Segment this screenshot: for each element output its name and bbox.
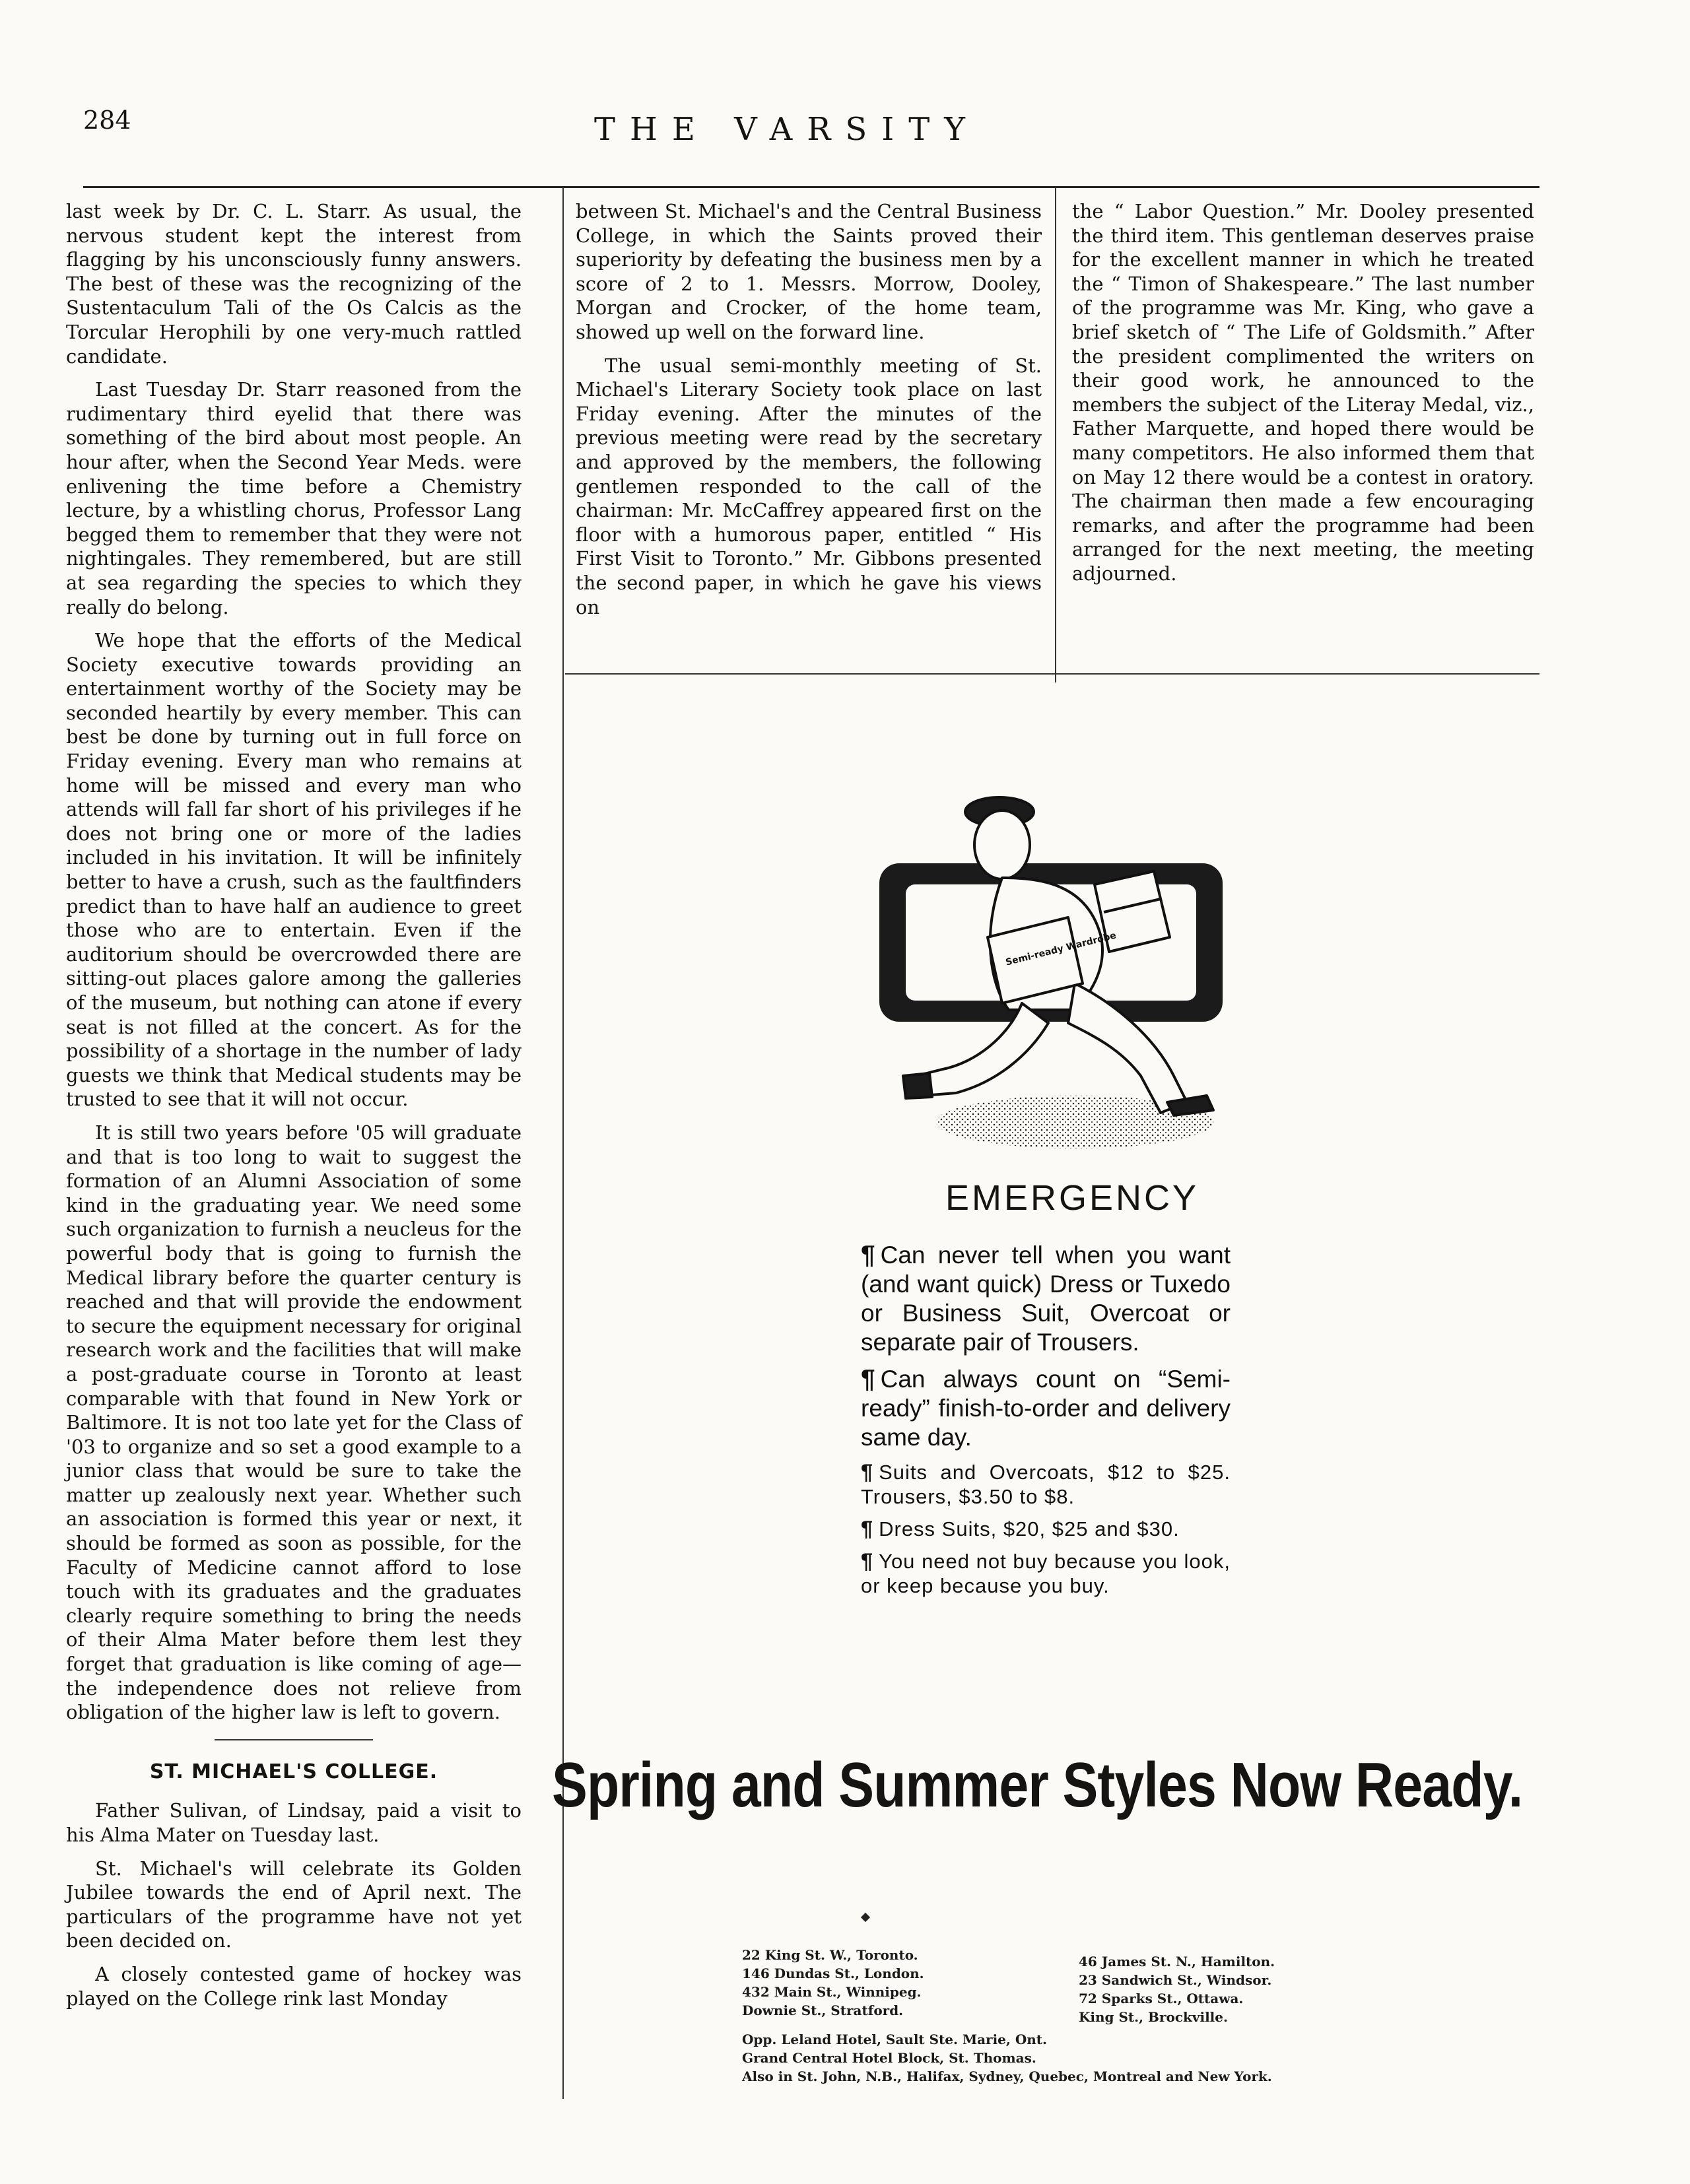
article-column-3 [1072, 199, 1534, 595]
pilcrow-icon: ¶ [861, 1365, 875, 1393]
address-line: Opp. Leland Hotel, Sault Ste. Marie, Ont. [742, 2032, 1047, 2047]
section-heading: ST. MICHAEL'S COLLEGE. [149, 1760, 438, 1783]
address-line: Also in St. John, N.B., Halifax, Sydney, Quebec, Montreal and New York. [742, 2068, 1272, 2084]
ad-heading: EMERGENCY [945, 1178, 1200, 1218]
ad-price-item [861, 1549, 1231, 1598]
article-column-1 [66, 199, 522, 2020]
address-line: Grand Central Hotel Block, St. Thomas. [742, 2050, 1036, 2066]
store-addresses-wide [742, 2030, 1468, 2086]
address-line: 72 Sparks St., Ottawa. [1079, 1991, 1244, 2006]
address-line: 46 James St. N., Hamilton. [1079, 1954, 1275, 1969]
ad-price-text: Suits and Overcoats, $12 to $25. Trousers, $3.50 to $8. [861, 1461, 1231, 1508]
pilcrow-icon: ¶ [861, 1241, 875, 1269]
ad-price-item [861, 1517, 1231, 1541]
paragraph: It is still two years before '05 will graduate and that is too long to wait to suggest the formation of an Alumni Association of some kind in the graduating year. We need some such organization to furnish a neucleus for the powerful body that is going to furnish the Medical library before the quarter century is reached and that will provide the endowment to secure the equipment necessary for original research work and the facilities that will make a post-graduate course in Toronto at least comparable with that found in New York or Baltimore. It is not too late yet for the Class of '03 to organize and so set a good example to a junior class that would be sure to take the matter up zealously next year. Whether such an association is formed this year or next, it should be formed as soon as possible, for the Faculty of Medicine cannot afford to lose touch with its graduates and the graduates clearly require something to bring the needs of their Alma Mater before them lest they forget that graduation is like coming of age—the independence does not relieve from obligation of the higher law is left to govern. [66, 1121, 522, 1724]
address-line: Downie St., Stratford. [742, 2002, 904, 2018]
masthead-title: THE VARSITY [594, 111, 980, 148]
section-rule [215, 1739, 373, 1740]
paragraph: Father Sulivan, of Lindsay, paid a visit to his Alma Mater on Tuesday last. [66, 1799, 522, 1846]
ad-price-item [861, 1460, 1231, 1509]
pilcrow-icon: ¶ [861, 1460, 874, 1484]
section-divider-rule [565, 673, 1539, 675]
pilcrow-icon: ¶ [861, 1517, 874, 1540]
running-delivery-man-illustration [877, 785, 1233, 1155]
address-line: 432 Main St., Winnipeg. [742, 1984, 922, 2000]
ad-price-text: Dress Suits, $20, $25 and $30. [879, 1517, 1180, 1540]
paragraph: A closely contested game of hockey was played on the College rink last Monday [66, 1962, 522, 2010]
paragraph: The usual semi-monthly meeting of St. Michael's Literary Society took place on last Friday evening. After the minutes of the previous meeting were read by the secretary and approved by the members, the following gentlemen responded to the call of the chairman: Mr. McCaffrey appeared first on the floor with a humorous paper, entitled “ His First Visit to Toronto.” Mr. Gibbons presented the second paper, in which he gave his views on [576, 354, 1042, 618]
ad-item-text: Can always count on “Semi-ready” finish-to-order and delivery same day. [861, 1366, 1231, 1451]
store-addresses-left [742, 1946, 1085, 2020]
box-label: Semi-ready Wardrobe [1004, 930, 1118, 968]
store-addresses-right [1079, 1952, 1369, 2026]
column-divider-2 [1055, 187, 1056, 682]
shoe-back [903, 1073, 932, 1098]
paragraph: St. Michael's will celebrate its Golden Jubilee towards the end of April next. The particulars of the programme have not yet been decided on. [66, 1857, 522, 1952]
header-rule [83, 186, 1539, 188]
paragraph: last week by Dr. C. L. Starr. As usual, the nervous student kept the interest from flagging by his unconsciously funny answers. The best of these was the recognizing of the Sustentaculum Tali of the Os Calcis as the Torcular Herophili by one very-much rattled candidate. [66, 200, 522, 368]
paragraph: Last Tuesday Dr. Starr reasoned from the rudimentary third eyelid that there was something of the bird about most people. An hour after, when the Second Year Meds. were enlivening the time before a Chemistry lecture, by a whistling chorus, Professor Lang begged them to remember that they were not nightingales. They remembered, but are still at sea regarding the species to which they really do belong. [66, 378, 522, 618]
pilcrow-icon: ¶ [861, 1549, 874, 1573]
page-number: 284 [83, 106, 131, 135]
head [974, 811, 1030, 879]
paragraph: the “ Labor Question.” Mr. Dooley presented the third item. This gentleman deserves praise for the excellent manner in which he treated the “ Timon of Shakespeare.” The last number of the programme was Mr. King, who gave a brief sketch of “ The Life of Goldsmith.” After the president complimented the writers on their good work, he announced to the members the subject of the Literay Medal, viz., Father Marquette, and hoped there would be many competitors. He also informed them that on May 12 there would be a contest in oratory. The chairman then made a few encouraging remarks, and after the programme had been arranged for the next meeting, the meeting adjourned. [1072, 200, 1534, 585]
ad-item [861, 1241, 1231, 1357]
ad-item [861, 1365, 1231, 1452]
address-line: 23 Sandwich St., Windsor. [1079, 1972, 1272, 1988]
ad-price-text: You need not buy because you look, or keep because you buy. [861, 1550, 1231, 1597]
ad-item-text: Can never tell when you want (and want quick) Dress or Tuxedo or Business Suit, Overcoat or separate pair of Trousers. [861, 1241, 1231, 1356]
paragraph: We hope that the efforts of the Medical Society executive towards providing an entertainment worthy of the Society may be seconded heartily by every member. This can best be done by turning out in full force on Friday evening. Every man who remains at home will be missed and every man who attends will fall far short of his privileges if he does not bring one or more of the ladies included in his invitation. It will be infinitely better to have a crush, such as the faultfinders predict than to have half an audience to greet those who are to entertain. Even if the auditorium should be overcrowded there are sitting-out places galore among the galleries of the museum, but nothing can atone if every seat is not filled at the concert. As for the possibility of a shortage in the number of lady guests we think that Medical students may be trusted to see that it will not occur. [66, 629, 522, 1111]
diamond-ornament-icon [861, 1913, 870, 1922]
address-line: King St., Brockville. [1079, 2009, 1228, 2025]
ad-copy [861, 1241, 1231, 1606]
address-line: 22 King St. W., Toronto. [742, 1947, 918, 1963]
ad-banner: Spring and Summer Styles Now Ready. [552, 1750, 1523, 1820]
paragraph: between St. Michael's and the Central Business College, in which the Saints proved their superiority by defeating the business men by a score of 2 to 1. Messrs. Morrow, Dooley, Morgan and Crocker, of the home team, showed up well on the forward line. [576, 200, 1042, 343]
address-line: 146 Dundas St., London. [742, 1966, 924, 1981]
article-column-2 [576, 199, 1042, 628]
